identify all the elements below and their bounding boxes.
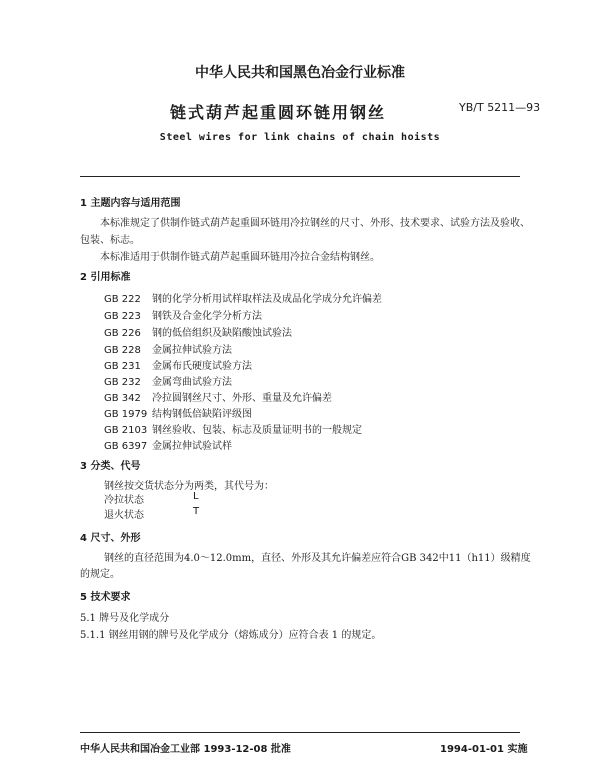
section-4-line-1: 钢丝的直径范围为4.0～12.0mm，直径、外形及其允许偏差应符合GB 342中11（h11）级精度 <box>104 553 531 564</box>
reference-item <box>104 324 292 339</box>
section-1-paragraph-2: 本标准适用于供制作链式葫芦起重圆环链用冷拉合金结构钢丝。 <box>100 252 380 263</box>
clause-5-1: 5.1 牌号及化学成分 <box>80 613 170 624</box>
reference-title: 结构钢低倍缺陷评级图 <box>152 409 252 420</box>
reference-code: GB 223 <box>104 311 141 322</box>
state-code-annealed: T <box>193 506 200 517</box>
footer-divider <box>80 732 520 733</box>
reference-code: GB 228 <box>104 345 141 356</box>
standard-number: YB/T 5211—93 <box>459 101 541 114</box>
reference-title: 金属弯曲试验方法 <box>152 377 232 388</box>
clause-5-1-1: 5.1.1 钢丝用钢的牌号及化学成分（熔炼成分）应符合表 1 的规定。 <box>80 630 382 641</box>
document-title: 链式葫芦起重圆环链用钢丝 <box>170 103 387 122</box>
reference-code: GB 231 <box>104 361 141 372</box>
reference-code: GB 232 <box>104 377 141 388</box>
reference-item <box>104 389 332 404</box>
english-title: Steel wires for link chains of chain hoists <box>159 132 441 143</box>
section-2-heading: 2 引用标准 <box>80 272 131 283</box>
state-label-cold-drawn: 冷拉状态 <box>104 495 144 506</box>
reference-title: 钢的低倍组织及缺陷酸蚀试验法 <box>152 328 292 339</box>
state-label-annealed: 退火状态 <box>104 510 144 521</box>
reference-title: 金属拉伸试验方法 <box>152 345 232 356</box>
section-4-heading: 4 尺寸、外形 <box>80 533 141 544</box>
section-5-heading: 5 技术要求 <box>80 592 131 603</box>
section-1-heading: 1 主题内容与适用范围 <box>80 198 181 209</box>
reference-item <box>104 405 252 420</box>
reference-code: GB 226 <box>104 328 141 339</box>
header-divider <box>80 176 520 177</box>
reference-title: 冷拉圆钢丝尺寸、外形、重量及允许偏差 <box>152 393 332 404</box>
reference-code: GB 342 <box>104 393 141 404</box>
reference-title: 金属布氏硬度试验方法 <box>152 361 252 372</box>
reference-item <box>104 290 382 305</box>
approval-note: 中华人民共和国冶金工业部 1993-12-08 批准 <box>80 744 291 755</box>
reference-item <box>104 357 252 372</box>
state-code-cold-drawn: L <box>193 491 199 502</box>
issuing-organization: 中华人民共和国黑色冶金行业标准 <box>195 65 405 81</box>
implementation-date: 1994-01-01 实施 <box>440 744 528 755</box>
reference-title: 钢的化学分析用试样取样法及成品化学成分允许偏差 <box>152 294 382 305</box>
section-1-paragraph-1-line-1: 本标准规定了供制作链式葫芦起重圆环链用冷拉钢丝的尺寸、外形、技术要求、试验方法及验收、 <box>100 218 530 229</box>
section-1-paragraph-1-line-2: 包装、标志。 <box>80 235 140 246</box>
reference-item <box>104 421 362 436</box>
reference-item <box>104 437 232 452</box>
reference-item <box>104 307 262 322</box>
section-4-line-2: 的规定。 <box>80 569 120 580</box>
reference-title: 钢铁及合金化学分析方法 <box>152 311 262 322</box>
reference-title: 钢丝验收、包装、标志及质量证明书的一般规定 <box>152 425 362 436</box>
reference-code: GB 2103 <box>104 425 148 436</box>
section-3-heading: 3 分类、代号 <box>80 461 141 472</box>
reference-code: GB 6397 <box>104 441 148 452</box>
section-3-intro: 钢丝按交货状态分为两类，其代号为： <box>104 481 274 492</box>
reference-item <box>104 373 232 388</box>
reference-title: 金属拉伸试验试样 <box>152 441 232 452</box>
reference-item <box>104 341 232 356</box>
reference-code: GB 222 <box>104 294 141 305</box>
reference-code: GB 1979 <box>104 409 148 420</box>
